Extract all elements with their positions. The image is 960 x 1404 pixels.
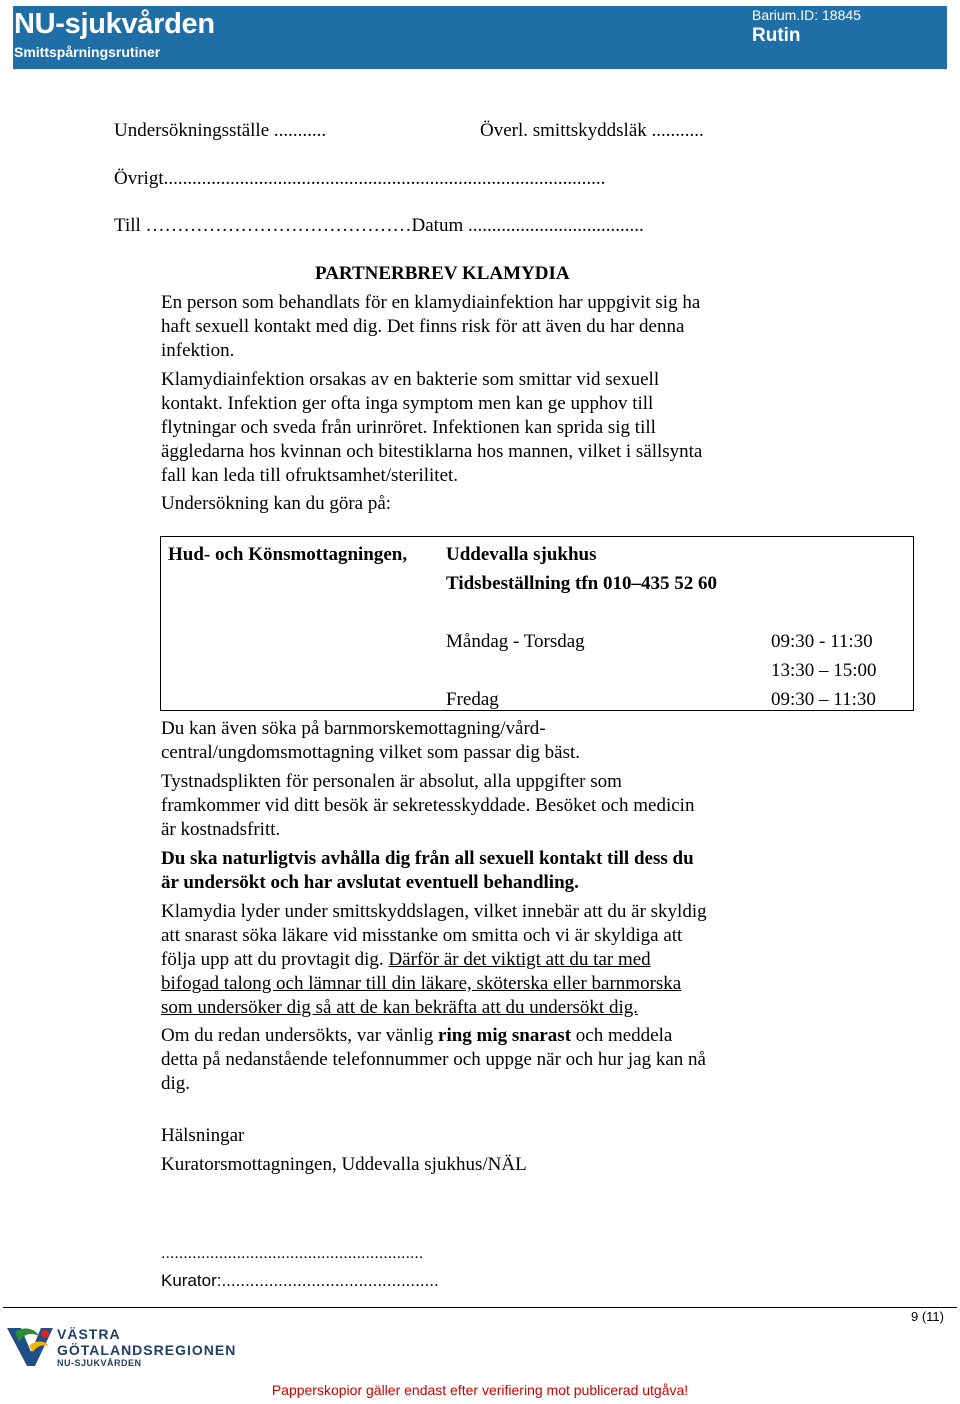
hours-day-3: Fredag [446,689,499,710]
clinic-hospital: Uddevalla sjukhus [446,544,597,565]
field-till-datum: Till ……………………………………Datum ..................................... [114,215,644,236]
clinic-booking: Tidsbeställning tfn 010–435 52 60 [446,573,717,594]
vgr-logo-icon [5,1322,55,1368]
body-p8-line3: dig. [161,1073,191,1094]
body-p7-line5: som undersöker dig så att de kan bekräfta att du undersökt dig. [161,997,638,1018]
field-overl-smittskyddslak: Överl. smittskyddsläk ........... [480,120,704,141]
vgr-logo [5,1322,237,1370]
body-p5-line1: Tystnadsplikten för personalen är absolut, alla uppgifter som [161,771,622,792]
closing-sender: Kuratorsmottagningen, Uddevalla sjukhus/NÄL [161,1154,527,1175]
logo-text-vastra: VÄSTRA [57,1326,121,1342]
body-p7-line3-underlined: Därför är det viktigt att du tar med [388,949,651,970]
doc-subtitle: Smittspårningsrutiner [14,44,161,60]
field-ovrigt: Övrigt............................................................................................. [114,168,606,189]
body-p4-line2: central/ungdomsmottagning vilket som passar dig bäst. [161,742,580,763]
body-p8-line1 [161,1024,672,1048]
field-undersokningsstalle: Undersökningsställe ........... [114,120,327,141]
doc-type: Rutin [752,25,801,46]
footer-divider [3,1307,957,1308]
body-p7-line1: Klamydia lyder under smittskyddslagen, vilket innebär att du är skyldig [161,901,707,922]
body-p8-line2: detta på nedanstående telefonnummer och uppge när och hur jag kan nå [161,1049,706,1070]
letter-p1-line1: En person som behandlats för en klamydiainfektion har uppgivit sig ha [161,292,701,313]
hours-time-3: 09:30 – 11:30 [771,689,876,710]
letter-p2-line1: Klamydiainfektion orsakas av en bakterie som smittar vid sexuell [161,369,660,390]
logo-text-nu: NU-SJUKVÅRDEN [57,1358,142,1368]
letter-title: PARTNERBREV KLAMYDIA [315,263,570,284]
hours-time-2: 13:30 – 15:00 [771,660,877,681]
clinic-name: Hud- och Könsmottagningen, [168,544,408,565]
body-p7-line2: att snarast söka läkare vid misstanke om smitta och vi är skyldiga att [161,925,683,946]
body-p7-line4: bifogad talong och lämnar till din läkare, sköterska eller barnmorska [161,973,682,994]
body-p7-line3 [161,948,651,972]
body-p7-line3-plain: följa upp att du provtagit dig. [161,949,389,970]
body-p6-line1: Du ska naturligtvis avhålla dig från all sexuell kontakt till dess du [161,848,694,869]
logo-text-region: GÖTALANDSREGIONEN [57,1342,237,1358]
body-p8-line1-c: och meddela [571,1025,673,1046]
footer-disclaimer: Papperskopior gäller endast efter verifiering mot publicerad utgåva! [271,1382,689,1398]
body-p6-line2: är undersökt och har avslutat eventuell behandling. [161,872,579,893]
hours-day-1: Måndag - Torsdag [446,631,585,652]
body-p4-line1: Du kan även söka på barnmorskemottagning/vård- [161,718,546,739]
org-name: NU-sjukvården [14,8,215,40]
letter-p3: Undersökning kan du göra på: [161,493,392,514]
kurator-line: Kurator:.............................................. [161,1271,439,1290]
page-number: 9 (11) [911,1309,944,1324]
body-p5-line2: framkommer vid ditt besök är sekretesskyddade. Besöket och medicin [161,795,695,816]
letter-p2-line3: flytningar och sveda från urinröret. Infektionen kan sprida sig till [161,417,656,438]
letter-p1-line2: haft sexuell kontakt med dig. Det finns risk för att även du har denna [161,316,685,337]
signature-line: ........................................................... [161,1245,424,1262]
document-header [13,6,947,69]
letter-p1-line3: infektion. [161,340,235,361]
letter-p2-line4: äggledarna hos kvinnan och bitestiklarna hos mannen, vilket i sällsynta [161,441,703,462]
body-p8-line1-a: Om du redan undersökts, var vänlig [161,1025,439,1046]
letter-p2-line2: kontakt. Infektion ger ofta inga symptom men kan ge upphov till [161,393,654,414]
hours-time-1: 09:30 - 11:30 [771,631,873,652]
body-p5-line3: är kostnadsfritt. [161,819,281,840]
letter-p2-line5: fall kan leda till ofruktsamhet/sterilitet. [161,465,459,486]
body-p8-line1-bold: ring mig snarast [438,1025,572,1046]
closing-greeting: Hälsningar [161,1125,245,1146]
doc-id: Barium.ID: 18845 [752,7,861,23]
